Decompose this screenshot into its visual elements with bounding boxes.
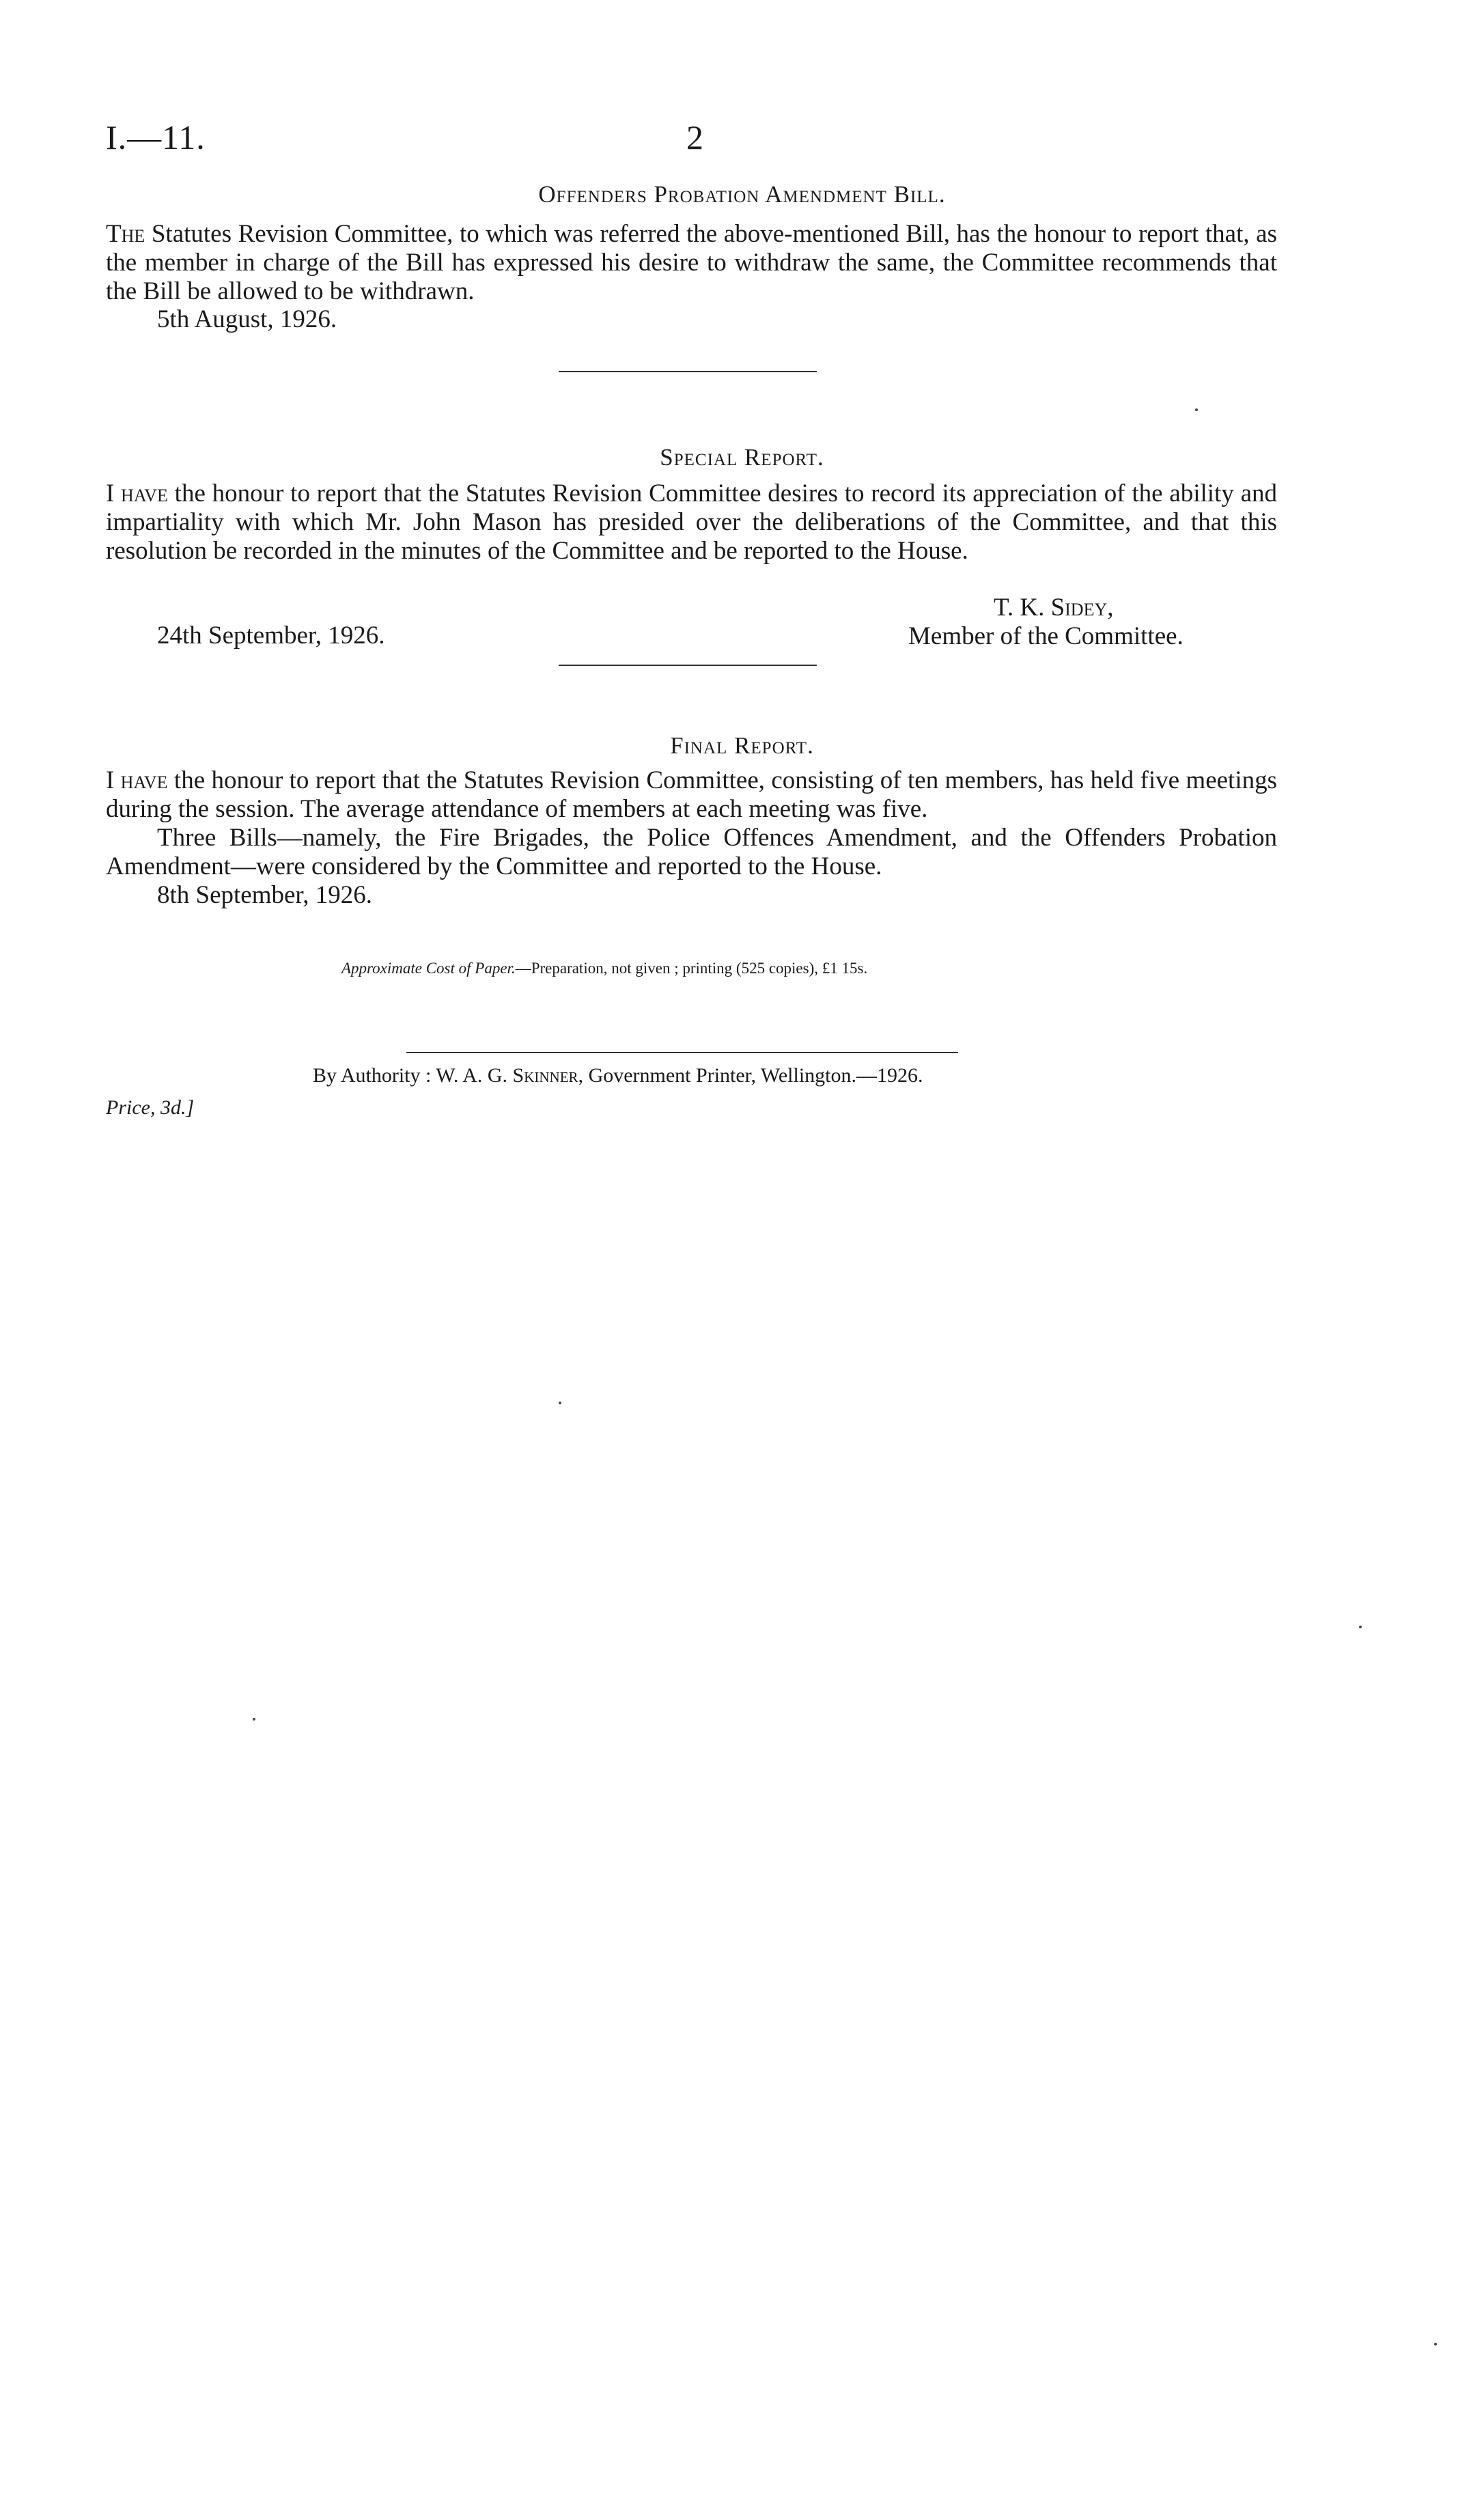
final-report-heading: Final Report.	[670, 732, 814, 759]
cost-label: Approximate Cost of Paper.	[341, 960, 516, 977]
price: Price, 3d.]	[106, 1096, 195, 1119]
special-report-body: the honour to report that the Statutes Revision Committee desires to record its appreciation of the ability and impartiality with which Mr. John Mason has presided over the deliberations of the Committee, and that this resolution be recorded in the minutes of the Committee and be reported to the House.	[106, 479, 1277, 565]
footer-divider	[406, 1052, 958, 1053]
final-report-lead: I have	[106, 766, 168, 794]
special-report-heading: Special Report.	[660, 444, 824, 471]
offenders-bill-body: Statutes Revision Committee, to which was referred the above-mentioned Bill, has the honour to report that, as the member in charge of the Bill has expressed his desire to withdraw the same, the Committee recommends that the Bill be allowed to be withdrawn.	[106, 220, 1277, 305]
imprint-suffix: , Government Printer, Wellington.—1926.	[578, 1064, 923, 1087]
scan-speck	[253, 1718, 255, 1721]
final-report-date: 8th September, 1926.	[157, 881, 373, 909]
special-report-lead: I have	[106, 479, 168, 507]
page-number: 2	[686, 118, 703, 156]
scan-speck	[1359, 1626, 1362, 1628]
signatory-title: Member of the Committee.	[908, 622, 1184, 650]
imprint-printer: Skinner	[512, 1064, 578, 1087]
scan-speck	[1195, 408, 1198, 411]
final-report-paragraph-2: Three Bills—namely, the Fire Brigades, the Police Offences Amendment, and the Offenders Probation Amendment—were considered by the Committee and reported to the House.	[106, 824, 1277, 880]
section-divider	[559, 665, 817, 666]
special-report-date: 24th September, 1926.	[157, 622, 385, 650]
section-divider	[559, 371, 817, 372]
final-report-paragraph	[106, 766, 1277, 824]
cost-of-paper-note	[341, 960, 867, 977]
offenders-bill-heading: Offenders Probation Amendment Bill.	[538, 181, 946, 208]
signatory-name: T. K. Sidey,	[994, 594, 1114, 622]
imprint-prefix: By Authority : W. A. G.	[313, 1064, 513, 1087]
printer-imprint	[313, 1064, 923, 1087]
document-reference: I.—11.	[106, 118, 206, 156]
special-report-paragraph	[106, 479, 1277, 566]
scan-speck	[1434, 2343, 1437, 2345]
offenders-bill-lead: The	[106, 220, 145, 248]
offenders-bill-date: 5th August, 1926.	[157, 305, 337, 333]
final-report-body: the honour to report that the Statutes Revision Committee, consisting of ten members, has held five meetings during the session. The average attendance of members at each meeting was five.	[106, 766, 1277, 823]
scan-speck	[559, 1402, 561, 1404]
offenders-bill-paragraph	[106, 220, 1277, 306]
cost-detail: —Preparation, not given ; printing (525 copies), £1 15s.	[515, 960, 868, 977]
